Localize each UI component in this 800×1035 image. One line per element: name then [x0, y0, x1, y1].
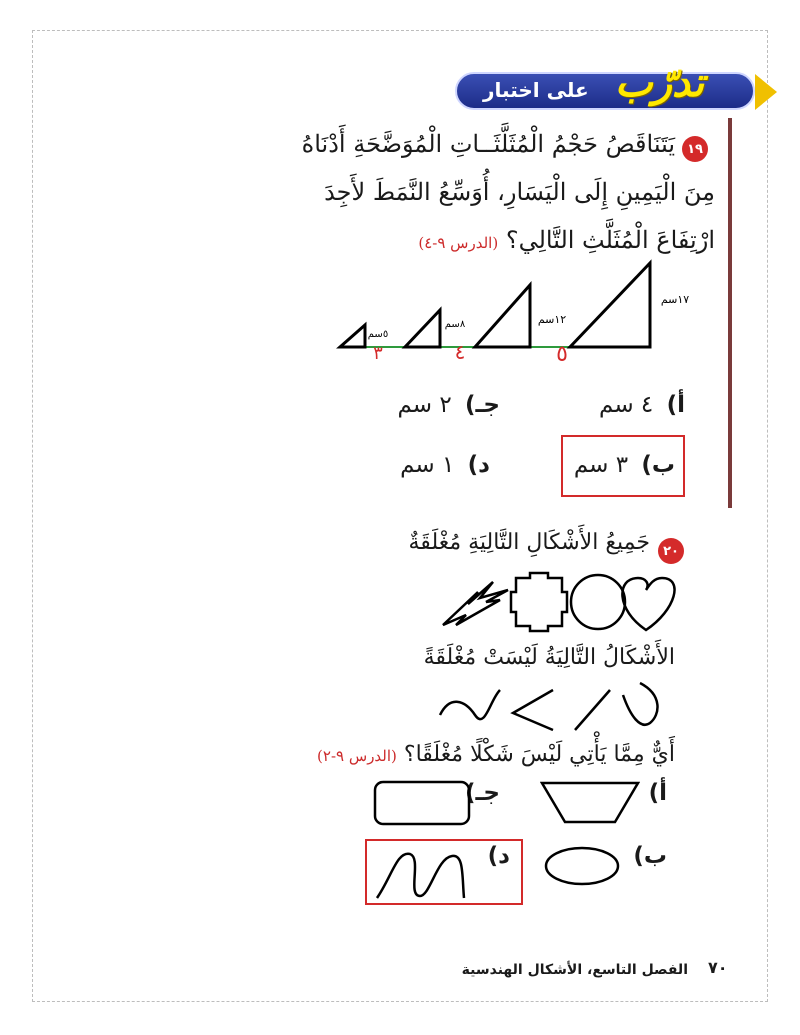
open-shapes: [435, 675, 675, 740]
cross-shape: [511, 573, 567, 631]
line-shape: [575, 690, 610, 730]
answer-c[interactable]: [397, 392, 500, 418]
diff-label-3: ٣: [373, 343, 383, 364]
squiggle-shape: [440, 690, 500, 719]
answer-b-2[interactable]: [627, 843, 667, 869]
banner-title: تدرّب: [615, 60, 705, 106]
ellipse-option[interactable]: [542, 842, 622, 890]
question-20-line-3: [317, 742, 675, 767]
answer-b-letter: ب): [641, 452, 675, 478]
angle-shape: [513, 690, 553, 730]
question-19-line-1: يَتَنَاقَصُ حَجْمُ الْمُثَلَّثَــاتِ الْمُوَضَّحَةِ أَدْنَاهُ: [301, 130, 675, 158]
question-19-line-3-text: ارْتِفَاعَ الْمُثَلَّثِ التَّالِي؟: [505, 226, 715, 254]
closed-shapes: [438, 570, 678, 635]
rectangle-option[interactable]: [372, 779, 472, 827]
answer-a-text: ٤ سم: [599, 392, 654, 418]
lesson-reference: (الدرس ٩-٤): [418, 234, 499, 252]
triangle-1: [570, 263, 650, 347]
question-19-line-2: مِنَ الْيَمِينِ إِلَى الْيَسَارِ، أُوَسِّعُ النَّمَطَ لأَجِدَ: [324, 178, 715, 206]
answer-d-2-letter: د): [487, 843, 510, 869]
question-19-line-3: [418, 226, 715, 254]
answer-a-2[interactable]: [643, 780, 667, 806]
question-20-line-2: الأَشْكَالُ التَّالِيَةُ لَيْسَتْ مُغْلَقَةً: [423, 645, 675, 670]
answer-d-2[interactable]: [482, 843, 510, 869]
question-20-line-1: جَمِيعُ الأَشْكَالِ التَّالِيَةِ مُغْلَقَةٌ: [408, 530, 650, 555]
side-bar: [728, 118, 732, 508]
answer-d[interactable]: [400, 452, 490, 478]
label-height-3: ٨سم: [444, 319, 466, 330]
rounded-rectangle-shape: [375, 782, 469, 824]
triangles-figure: [330, 255, 710, 370]
answer-c-text: ٢ سم: [397, 392, 452, 418]
triangle-3: [405, 310, 440, 347]
page-number: ٧٠: [708, 958, 728, 977]
answer-c-letter: جـ): [465, 392, 500, 418]
triangle-4: [340, 325, 365, 347]
banner-subtitle: على اختبار: [483, 78, 589, 102]
arc-shape: [623, 683, 658, 725]
ellipse-shape: [546, 848, 618, 884]
open-curve-shape: [377, 854, 464, 898]
practice-banner: [455, 60, 775, 118]
circle-shape: [571, 575, 625, 629]
answer-a-letter: أ): [666, 392, 685, 418]
label-height-4: ٥سم: [367, 329, 389, 340]
trapezoid-option[interactable]: [540, 780, 640, 825]
answer-b[interactable]: [574, 452, 675, 478]
label-height-1: ١٧سم: [660, 293, 690, 306]
answer-a-2-letter: أ): [648, 780, 667, 806]
label-height-2: ١٢سم: [537, 313, 567, 326]
chapter-title: الفصل التاسع، الأشكال الهندسية: [461, 962, 688, 978]
zigzag-shape: [443, 582, 508, 625]
answer-b-2-letter: ب): [633, 843, 667, 869]
question-20-number: ٢٠: [658, 538, 684, 564]
answer-c-2-letter: جـ): [465, 780, 500, 806]
banner-arrow-icon: [755, 74, 777, 110]
answer-d-letter: د): [467, 452, 490, 478]
answer-a[interactable]: [599, 392, 685, 418]
answer-d-text: ١ سم: [400, 452, 455, 478]
open-curve-option[interactable]: [372, 846, 472, 901]
diff-label-2: ٤: [454, 340, 466, 364]
heart-shape: [622, 578, 674, 630]
answer-b-text: ٣ سم: [573, 452, 629, 478]
question-20-line-3-text: أَيٌّ مِمَّا يَأْتِي لَيْسَ شَكْلًا مُغْلَقًا؟: [403, 742, 675, 767]
diff-label-1: ٥: [556, 342, 568, 367]
triangle-2: [475, 285, 530, 347]
trapezoid-shape: [542, 783, 638, 822]
question-19-number: ١٩: [682, 136, 708, 162]
lesson-reference-2: (الدرس ٩-٢): [317, 747, 397, 765]
